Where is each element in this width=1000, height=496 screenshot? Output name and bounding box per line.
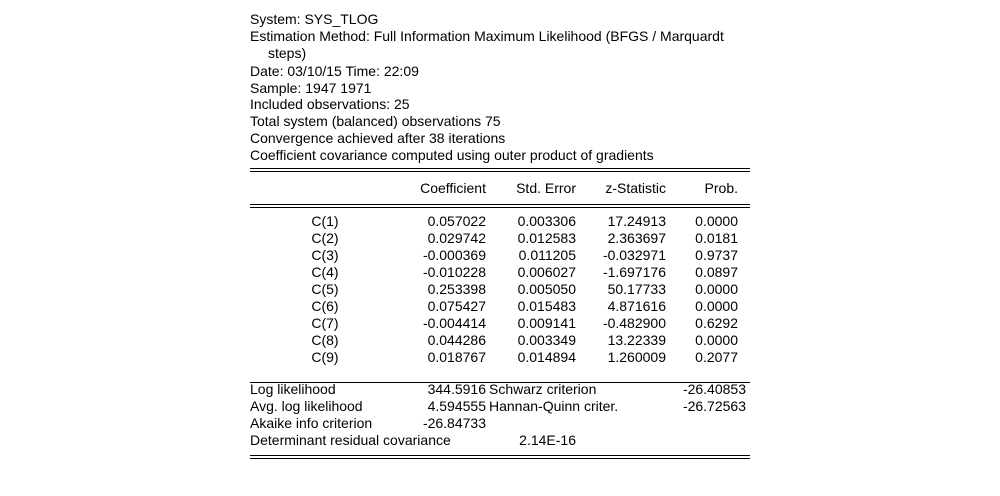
akaike-value: -26.84733 <box>422 415 486 431</box>
row-z-statistic: 50.17733 <box>607 281 666 297</box>
row-name: C(5) <box>311 281 339 297</box>
row-prob: 0.2077 <box>695 349 738 365</box>
row-z-statistic: 4.871616 <box>607 298 666 314</box>
method-continuation: steps) <box>268 45 307 61</box>
row-prob: 0.0000 <box>695 332 738 348</box>
row-std-error: 0.006027 <box>517 264 576 280</box>
sample-line: Sample: 1947 1971 <box>250 80 372 96</box>
determinant-residual-value: 2.14E-16 <box>519 432 576 448</box>
row-z-statistic: 13.22339 <box>607 332 666 348</box>
system-line: System: SYS_TLOG <box>250 11 379 27</box>
row-z-statistic: 1.260009 <box>607 349 666 365</box>
row-coefficient: 0.044286 <box>427 332 486 348</box>
total-obs-line: Total system (balanced) observations 75 <box>250 113 501 129</box>
row-coefficient: -0.000369 <box>422 247 486 263</box>
row-prob: 0.0000 <box>695 298 738 314</box>
bottom-double-rule-2 <box>250 458 750 459</box>
row-coefficient: 0.029742 <box>427 230 486 246</box>
hannan-quinn-label: Hannan-Quinn criter. <box>489 398 619 414</box>
top-double-rule-1 <box>250 168 750 169</box>
row-name: C(2) <box>311 230 339 246</box>
row-std-error: 0.014894 <box>517 349 576 365</box>
row-name: C(9) <box>311 349 339 365</box>
row-std-error: 0.015483 <box>517 298 576 314</box>
row-prob: 0.0897 <box>695 264 738 280</box>
schwarz-value: -26.40853 <box>682 381 746 397</box>
row-std-error: 0.011205 <box>518 247 576 263</box>
col-header-std-error: Std. Error <box>516 180 576 196</box>
row-std-error: 0.003306 <box>517 213 576 229</box>
col-header-coefficient: Coefficient <box>420 180 486 196</box>
row-std-error: 0.005050 <box>517 281 576 297</box>
method-line: Estimation Method: Full Information Maximum Likelihood (BFGS / Marquardt <box>250 28 724 44</box>
date-line: Date: 03/10/15 Time: 22:09 <box>250 63 419 79</box>
row-prob: 0.0181 <box>695 230 738 246</box>
row-std-error: 0.003349 <box>517 332 576 348</box>
akaike-label: Akaike info criterion <box>250 415 373 431</box>
row-coefficient: -0.010228 <box>422 264 486 280</box>
avg-log-likelihood-label: Avg. log likelihood <box>250 398 363 414</box>
row-z-statistic: -0.482900 <box>602 315 666 331</box>
top-double-rule-2 <box>250 171 750 172</box>
row-z-statistic: 2.363697 <box>607 230 666 246</box>
row-prob: 0.0000 <box>695 213 738 229</box>
row-name: C(6) <box>311 298 339 314</box>
row-prob: 0.9737 <box>695 247 738 263</box>
included-obs-line: Included observations: 25 <box>250 96 410 112</box>
header-double-rule-1 <box>250 204 750 205</box>
row-name: C(3) <box>311 247 339 263</box>
row-z-statistic: -1.697176 <box>602 264 666 280</box>
row-std-error: 0.009141 <box>517 315 576 331</box>
row-name: C(4) <box>311 264 339 280</box>
row-name: C(8) <box>311 332 339 348</box>
log-likelihood-label: Log likelihood <box>250 381 336 397</box>
row-z-statistic: 17.24913 <box>607 213 666 229</box>
schwarz-label: Schwarz criterion <box>489 381 597 397</box>
col-header-prob: Prob. <box>704 180 738 196</box>
row-coefficient: 0.253398 <box>427 281 486 297</box>
row-std-error: 0.012583 <box>517 230 576 246</box>
covariance-method-line: Coefficient covariance computed using outer product of gradients <box>250 147 654 163</box>
row-name: C(7) <box>311 315 339 331</box>
row-z-statistic: -0.032971 <box>602 247 666 263</box>
row-name: C(1) <box>311 213 339 229</box>
bottom-double-rule-1 <box>250 455 750 456</box>
convergence-line: Convergence achieved after 38 iterations <box>250 130 506 146</box>
row-coefficient: 0.057022 <box>427 213 486 229</box>
row-prob: 0.6292 <box>695 315 738 331</box>
log-likelihood-value: 344.5916 <box>427 381 486 397</box>
avg-log-likelihood-value: 4.594555 <box>427 398 486 414</box>
row-coefficient: -0.004414 <box>422 315 486 331</box>
determinant-residual-label: Determinant residual covariance <box>250 432 451 448</box>
row-coefficient: 0.018767 <box>427 349 486 365</box>
col-header-z-statistic: z-Statistic <box>605 180 666 196</box>
hannan-quinn-value: -26.72563 <box>682 398 746 414</box>
header-double-rule-2 <box>250 207 750 208</box>
row-prob: 0.0000 <box>695 281 738 297</box>
row-coefficient: 0.075427 <box>427 298 486 314</box>
